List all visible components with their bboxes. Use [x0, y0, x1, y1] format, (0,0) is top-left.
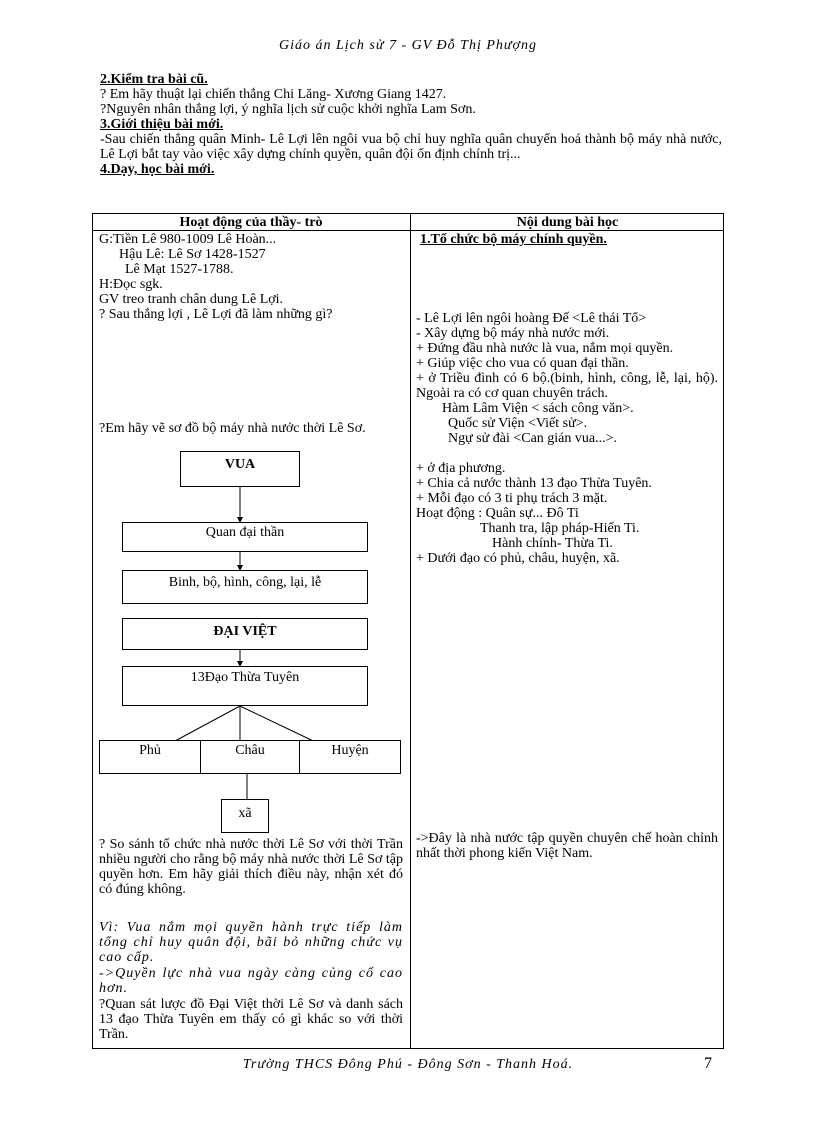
- right-line: + Đứng đầu nhà nước là vua, nắm mọi quyền.: [416, 341, 674, 356]
- section-2-question-2: ?Nguyên nhân thắng lợi, ý nghĩa lịch sử cuộc khởi nghĩa Lam Sơn.: [100, 102, 476, 117]
- left-line: H:Đọc sgk.: [99, 277, 163, 292]
- section-2-title: 2.Kiểm tra bài cũ.: [100, 72, 208, 87]
- right-line: - Lê Lợi lên ngôi hoàng Đế <Lê thái Tổ>: [416, 311, 647, 326]
- left-line: G:Tiền Lê 980-1009 Lê Hoàn...: [99, 232, 277, 247]
- column-header-content: Nội dung bài học: [516, 215, 619, 230]
- diagram-box-dai-viet: ĐẠI VIỆT: [122, 618, 368, 650]
- left-diagram-question: ?Em hãy vẽ sơ đồ bộ máy nhà nước thời Lê Sơ.: [99, 421, 366, 436]
- left-answer-2: ->Quyền lực nhà vua ngày càng củng cố cao hơn.: [99, 966, 403, 996]
- section-4-title: 4.Dạy, học bài mới.: [100, 162, 215, 177]
- diagram-box-chau: Châu: [200, 740, 300, 774]
- column-header-activities: Hoạt động của thầy- trò: [179, 215, 323, 230]
- section-2-question-1: ? Em hãy thuật lại chiến thắng Chi Lăng- Xương Giang 1427.: [100, 87, 447, 102]
- diagram-box-phu: Phủ: [99, 740, 201, 774]
- left-map-question: ?Quan sát lược đồ Đại Việt thời Lê Sơ và danh sách 13 đạo Thừa Tuyên em thấy có gì khác so với thời Trần.: [99, 997, 403, 1042]
- right-line: - Xây dựng bộ máy nhà nước mới.: [416, 326, 610, 341]
- page-footer: Trường THCS Đông Phú - Đông Sơn - Thanh Hoá.: [242, 1057, 574, 1072]
- left-line: GV treo tranh chân dung Lê Lợi.: [99, 292, 284, 307]
- diagram-box-sau-bo: Binh, bộ, hình, công, lại, lễ: [122, 570, 368, 604]
- right-section-title: 1.Tổ chức bộ máy chính quyền.: [420, 232, 607, 247]
- table-column-divider: [410, 213, 411, 1049]
- right-spacer: [416, 446, 718, 461]
- left-line: ? Sau thắng lợi , Lê Lợi đã làm những gì?: [99, 307, 333, 322]
- diagram-box-xa: xã: [221, 799, 269, 833]
- page-number: 7: [704, 1055, 712, 1072]
- page-header: Giáo án Lịch sử 7 - GV Đỗ Thị Phượng: [279, 38, 537, 53]
- right-line: + Chia cả nước thành 13 đạo Thừa Tuyên.: [416, 476, 652, 491]
- left-column-top: [99, 232, 405, 322]
- right-line: Quốc sử Viện <Viết sử>.: [448, 416, 588, 431]
- diagram-box-vua: VUA: [180, 451, 300, 487]
- left-compare-question: ? So sánh tổ chức nhà nước thời Lê Sơ với thời Trần nhiều người cho rằng bộ máy nhà nước thời Lê Sơ tập quyền hơn. Em hãy giải thích điều này, nhận xét đó có đúng không.: [99, 837, 403, 897]
- right-line: Hoạt động : Quân sự... Đô Ti: [416, 506, 579, 521]
- section-3-text: -Sau chiến thắng quân Minh- Lê Lợi lên ngôi vua bộ chỉ huy nghĩa quân chuyển hoá thành bộ máy nhà nước, Lê Lợi bắt tay vào việc xây dựng chính quyền, quân đội ổn định chính trị...: [100, 132, 722, 162]
- right-column-content: [416, 311, 718, 566]
- right-line: + Giúp việc cho vua có quan đại thần.: [416, 356, 629, 371]
- right-line: + ở Triều đình có 6 bộ.(binh, hình, công, lễ, lại, hộ). Ngoài ra có cơ quan chuyên trách.: [416, 371, 718, 401]
- diagram-box-quan-dai-than: Quan đại thần: [122, 522, 368, 552]
- right-line: Ngự sử đài <Can gián vua...>.: [448, 431, 617, 446]
- right-line: Thanh tra, lập pháp-Hiến Ti.: [480, 521, 640, 536]
- section-3-title: 3.Giới thiệu bài mới.: [100, 117, 224, 132]
- intro-section: [100, 72, 722, 177]
- left-line: Hậu Lê: Lê Sơ 1428-1527: [119, 247, 266, 262]
- right-line: Hàm Lâm Viện < sách công văn>.: [442, 401, 634, 416]
- right-line: + ở địa phương.: [416, 461, 506, 476]
- right-line: Hành chính- Thừa Ti.: [492, 536, 613, 551]
- right-conclusion: ->Đây là nhà nước tập quyền chuyên chế hoàn chỉnh nhất thời phong kiến Việt Nam.: [416, 831, 718, 861]
- right-line: + Dưới đạo có phủ, châu, huyện, xã.: [416, 551, 620, 566]
- diagram-box-huyen: Huyện: [299, 740, 401, 774]
- diagram-box-13-dao: 13Đạo Thừa Tuyên: [122, 666, 368, 706]
- left-line: Lê Mạt 1527-1788.: [125, 262, 234, 277]
- right-line: + Mỗi đạo có 3 ti phụ trách 3 mặt.: [416, 491, 608, 506]
- left-answer-1: Vì: Vua nắm mọi quyền hành trực tiếp làm tổng chỉ huy quân đội, bãi bỏ những chức vụ cao cấp.: [99, 920, 403, 965]
